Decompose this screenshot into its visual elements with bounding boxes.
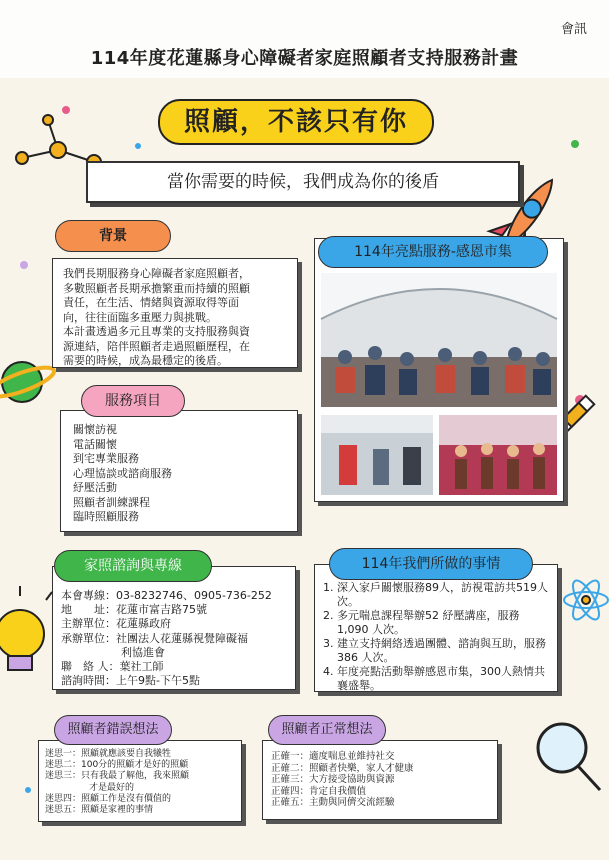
services-heading: 服務項目 xyxy=(81,385,185,417)
contact-line: 諮詢時間：上午9點-下午5點 xyxy=(61,674,200,688)
contact-card xyxy=(52,566,296,690)
tent-photo xyxy=(321,273,557,407)
contact-line: 主辦單位：花蓮縣政府 xyxy=(61,617,171,631)
sub-banner: 當你需要的時候，我們成為你的後盾 xyxy=(86,161,520,203)
service-item: 關懷訪視 xyxy=(73,423,117,436)
contact-line: 聯 絡 人：葉社工師 xyxy=(61,660,164,674)
correct-line: 正確一：適度喘息並維持社交 xyxy=(271,751,395,762)
contact-line: 利協進會 xyxy=(121,645,165,659)
correct-line: 正確三：大方接受協助與資源 xyxy=(271,774,395,785)
background-heading: 背景 xyxy=(55,220,171,252)
market-heading: 114年亮點服務-感恩市集 xyxy=(318,236,548,268)
achievements-card xyxy=(314,564,558,692)
dot-icon xyxy=(135,143,141,149)
lightbulb-icon xyxy=(0,586,52,670)
correct-line: 正確二：照顧者快樂，家人才健康 xyxy=(271,762,414,774)
background-line: 源連結，陪伴照顧者走過照顧歷程，在 xyxy=(63,339,250,353)
background-line: 多數照顧者長期承擔繁重而持續的照顧 xyxy=(63,281,250,295)
achievements-heading: 114年我們所做的事情 xyxy=(329,548,533,580)
myths-heading: 照顧者錯誤想法 xyxy=(54,715,172,745)
background-line: 向，往往面臨多重壓力與挑戰。 xyxy=(63,310,217,324)
achievement-item: 3. 建立支持網絡透過團體、諮詢與互助，服務 386 人次。 xyxy=(337,637,549,665)
contact-heading: 家照諮詢與專線 xyxy=(54,550,212,582)
myths-card xyxy=(38,740,242,822)
background-card xyxy=(52,258,298,368)
contact-line: 本會專線：03-8232746、0905-736-252 xyxy=(61,589,272,602)
myth-line: 才是最好的 xyxy=(89,782,135,793)
dot-icon xyxy=(20,261,28,269)
planet-icon xyxy=(0,362,57,402)
contact-line: 地 址：花蓮市富吉路75號 xyxy=(61,603,207,617)
achievement-item: 2. 多元喘息課程舉辦52 紓壓講座，服務1,090 人次。 xyxy=(337,609,549,637)
booth-photo xyxy=(321,415,433,495)
achievements-list xyxy=(323,581,549,693)
magnifier-icon xyxy=(538,724,600,790)
myth-line: 迷思四：照顧工作是沒有價值的 xyxy=(45,793,172,804)
service-item: 臨時照顧服務 xyxy=(73,510,139,523)
service-item: 心理協談或諮商服務 xyxy=(73,466,172,480)
background-line: 本計畫透過多元且專業的支持服務與資 xyxy=(63,325,250,338)
myth-line: 迷思一：照顧就應該要自我犧牲 xyxy=(45,749,172,759)
dot-icon xyxy=(62,106,70,114)
services-card xyxy=(60,410,298,532)
atom-icon xyxy=(564,577,608,623)
myth-line: 迷思二：100分的照顧才是好的照顧 xyxy=(45,760,189,771)
correct-line: 正確四：肯定自我價值 xyxy=(271,785,367,797)
main-banner: 照顧，不該只有你 xyxy=(158,99,434,145)
service-item: 紓壓活動 xyxy=(73,481,117,494)
dot-icon xyxy=(571,140,579,148)
achievement-item: 4. 年度亮點活動舉辦感恩市集，300人熱情共襄盛舉。 xyxy=(337,665,549,693)
correct-line: 正確五：主動與同儕交流經驗 xyxy=(271,797,395,808)
myth-line: 迷思三：只有我最了解他，我來照顧 xyxy=(45,771,190,782)
contact-line: 承辦單位：社團法人花蓮縣視覺障礙福 xyxy=(61,631,248,645)
market-photos xyxy=(315,239,563,501)
background-line: 我們長期服務身心障礙者家庭照顧者， xyxy=(63,267,250,280)
correct-thoughts-card xyxy=(262,740,498,820)
service-item: 電話關懷 xyxy=(73,437,117,451)
background-line: 需要的時候，成為最穩定的後盾。 xyxy=(63,354,228,367)
stage-photo xyxy=(439,415,557,495)
service-item: 照顧者訓練課程 xyxy=(73,495,150,509)
achievement-item: 1. 深入家戶關懷服務89人，訪視電訪共519人次。 xyxy=(337,581,549,609)
myth-line: 迷思五：照顧是家裡的事情 xyxy=(45,805,154,816)
newsletter-tag: 會訊 xyxy=(560,22,587,37)
dot-icon xyxy=(25,787,31,793)
service-item: 到宅專業服務 xyxy=(73,452,139,465)
background-line: 責任，在生活、情緒與資源取得等面 xyxy=(63,296,239,309)
correct-thoughts-heading: 照顧者正常想法 xyxy=(268,715,386,745)
market-photos-card xyxy=(314,238,564,502)
page-title: 114年度花蓮縣身心障礙者家庭照顧者支持服務計畫 xyxy=(90,48,519,69)
